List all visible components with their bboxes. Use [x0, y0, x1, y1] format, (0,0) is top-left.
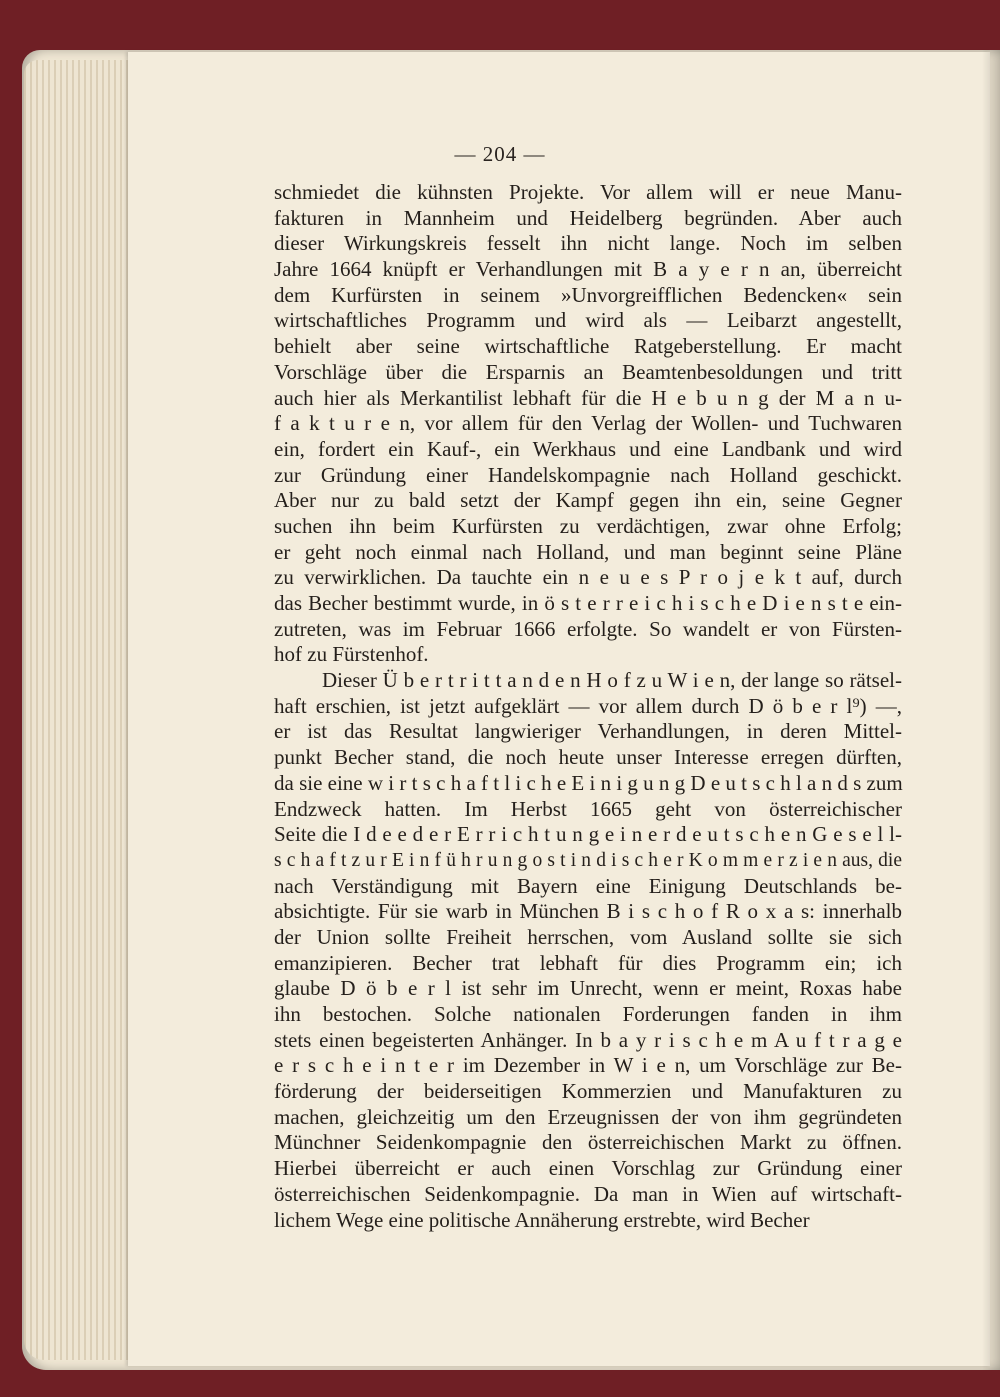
- text-line: haft erschien, ist jetzt aufgeklärt — vor allem durch D ö b e r l⁹) —,: [274, 693, 902, 718]
- text-line: Münchner Seidenkompagnie den österreichischen Markt zu öffnen.: [274, 1130, 902, 1155]
- page-edges: [24, 60, 134, 1360]
- text-line: Jahre 1664 knüpft er Verhandlungen mit B a y e r n an, überreicht: [274, 257, 902, 282]
- text-line: zu verwirklichen. Da tauchte ein n e u e s P r o j e k t auf, durch: [274, 565, 902, 590]
- text-line: behielt aber seine wirtschaftliche Ratgeberstellung. Er macht: [274, 334, 902, 359]
- text-line: punkt Becher stand, die noch heute unser Interesse erregen dürften,: [274, 745, 902, 770]
- text-line: emanzipieren. Becher trat lebhaft für dies Programm ein; ich: [274, 950, 902, 975]
- text-line: Dieser Ü b e r t r i t t a n d e n H o f z u W i e n, der lange so rätsel-: [322, 668, 902, 693]
- text-line: wirtschaftliches Programm und wird als — Leibarzt angestellt,: [274, 308, 902, 333]
- text-line: fakturen in Mannheim und Heidelberg begründen. Aber auch: [274, 205, 902, 230]
- body-text: [274, 180, 902, 1233]
- text-line: zutreten, was im Februar 1666 erfolgte. So wandelt er von Fürsten-: [274, 616, 902, 641]
- text-line: nach Verständigung mit Bayern eine Einigung Deutschlands be-: [274, 873, 902, 898]
- text-line: österreichischen Seidenkompagnie. Da man in Wien auf wirtschaft-: [274, 1181, 902, 1206]
- text-line: ihn bestochen. Solche nationalen Forderungen fanden in ihm: [274, 1002, 902, 1026]
- text-line: Seite die I d e e d e r E r r i c h t u n g e i n e r d e u t s c h e n G e s e l l-: [274, 822, 902, 847]
- text-line: absichtigte. Für sie warb in München B i s c h o f R o x a s: innerhalb: [274, 899, 902, 924]
- text-line: s c h a f t z u r E i n f ü h r u n g o s t i n d i s c h e r K o m m e r z i e n aus, die: [274, 849, 902, 871]
- text-line: Aber nur zu bald setzt der Kampf gegen ihn ein, seine Gegner: [274, 488, 902, 513]
- text-line: zur Gründung einer Handelskompagnie nach Holland geschickt.: [274, 462, 902, 487]
- text-line: e r s c h e i n t e r im Dezember in W i e n, um Vorschläge zur Be-: [274, 1053, 902, 1078]
- paragraph: [274, 180, 902, 668]
- text-line: f a k t u r e n, vor allem für den Verlag der Wollen- und Tuchwaren: [274, 411, 902, 436]
- text-line: stets einen begeisterten Anhänger. In b a y r i s c h e m A u f t r a g e: [274, 1027, 902, 1052]
- text-line: auch hier als Merkantilist lebhaft für die H e b u n g der M a n u-: [274, 385, 902, 410]
- paragraph: [274, 668, 902, 1233]
- text-line: dieser Wirkungskreis fesselt ihn nicht lange. Noch im selben: [274, 231, 902, 256]
- text-line: Endzweck hatten. Im Herbst 1665 geht von österreichischer: [274, 796, 902, 821]
- text-line: das Becher bestimmt wurde, in ö s t e r r e i c h i s c h e D i e n s t e ein-: [274, 591, 902, 615]
- text-line: ein, fordert ein Kauf-, ein Werkhaus und eine Landbank und wird: [274, 436, 902, 461]
- text-line: glaube D ö b e r l ist sehr im Unrecht, wenn er meint, Roxas habe: [274, 976, 902, 1001]
- page-number: — 204 —: [454, 142, 546, 166]
- text-line: schmiedet die kühnsten Projekte. Vor allem will er neue Manu-: [274, 180, 902, 204]
- text-line: da sie eine w i r t s c h a f t l i c h e E i n i g u n g D e u t s c h l a n d s zum: [274, 770, 903, 795]
- text-line: er geht noch einmal nach Holland, und man beginnt seine Pläne: [274, 539, 902, 564]
- text-line: lichem Wege eine politische Annäherung erstrebte, wird Becher: [274, 1207, 810, 1232]
- text-line: Hierbei überreicht er auch einen Vorschlag zur Gründung einer: [274, 1156, 902, 1181]
- text-line: der Union sollte Freiheit herrschen, vom Ausland sollte sie sich: [274, 924, 902, 949]
- text-line: suchen ihn beim Kurfürsten zu verdächtigen, zwar ohne Erfolg;: [274, 513, 902, 538]
- text-line: er ist das Resultat langwieriger Verhandlungen, in deren Mittel-: [274, 719, 902, 744]
- text-line: förderung der beiderseitigen Kommerzien und Manufakturen zu: [274, 1079, 902, 1104]
- text-line: hof zu Fürstenhof.: [274, 642, 429, 667]
- text-line: machen, gleichzeitig um den Erzeugnissen der von ihm gegründeten: [274, 1104, 902, 1129]
- text-line: Vorschläge über die Ersparnis an Beamtenbesoldungen und tritt: [274, 359, 902, 384]
- text-line: dem Kurfürsten in seinem »Unvorgreifflichen Bedencken« sein: [274, 282, 902, 307]
- page-gutter-shadow: [982, 50, 1000, 1370]
